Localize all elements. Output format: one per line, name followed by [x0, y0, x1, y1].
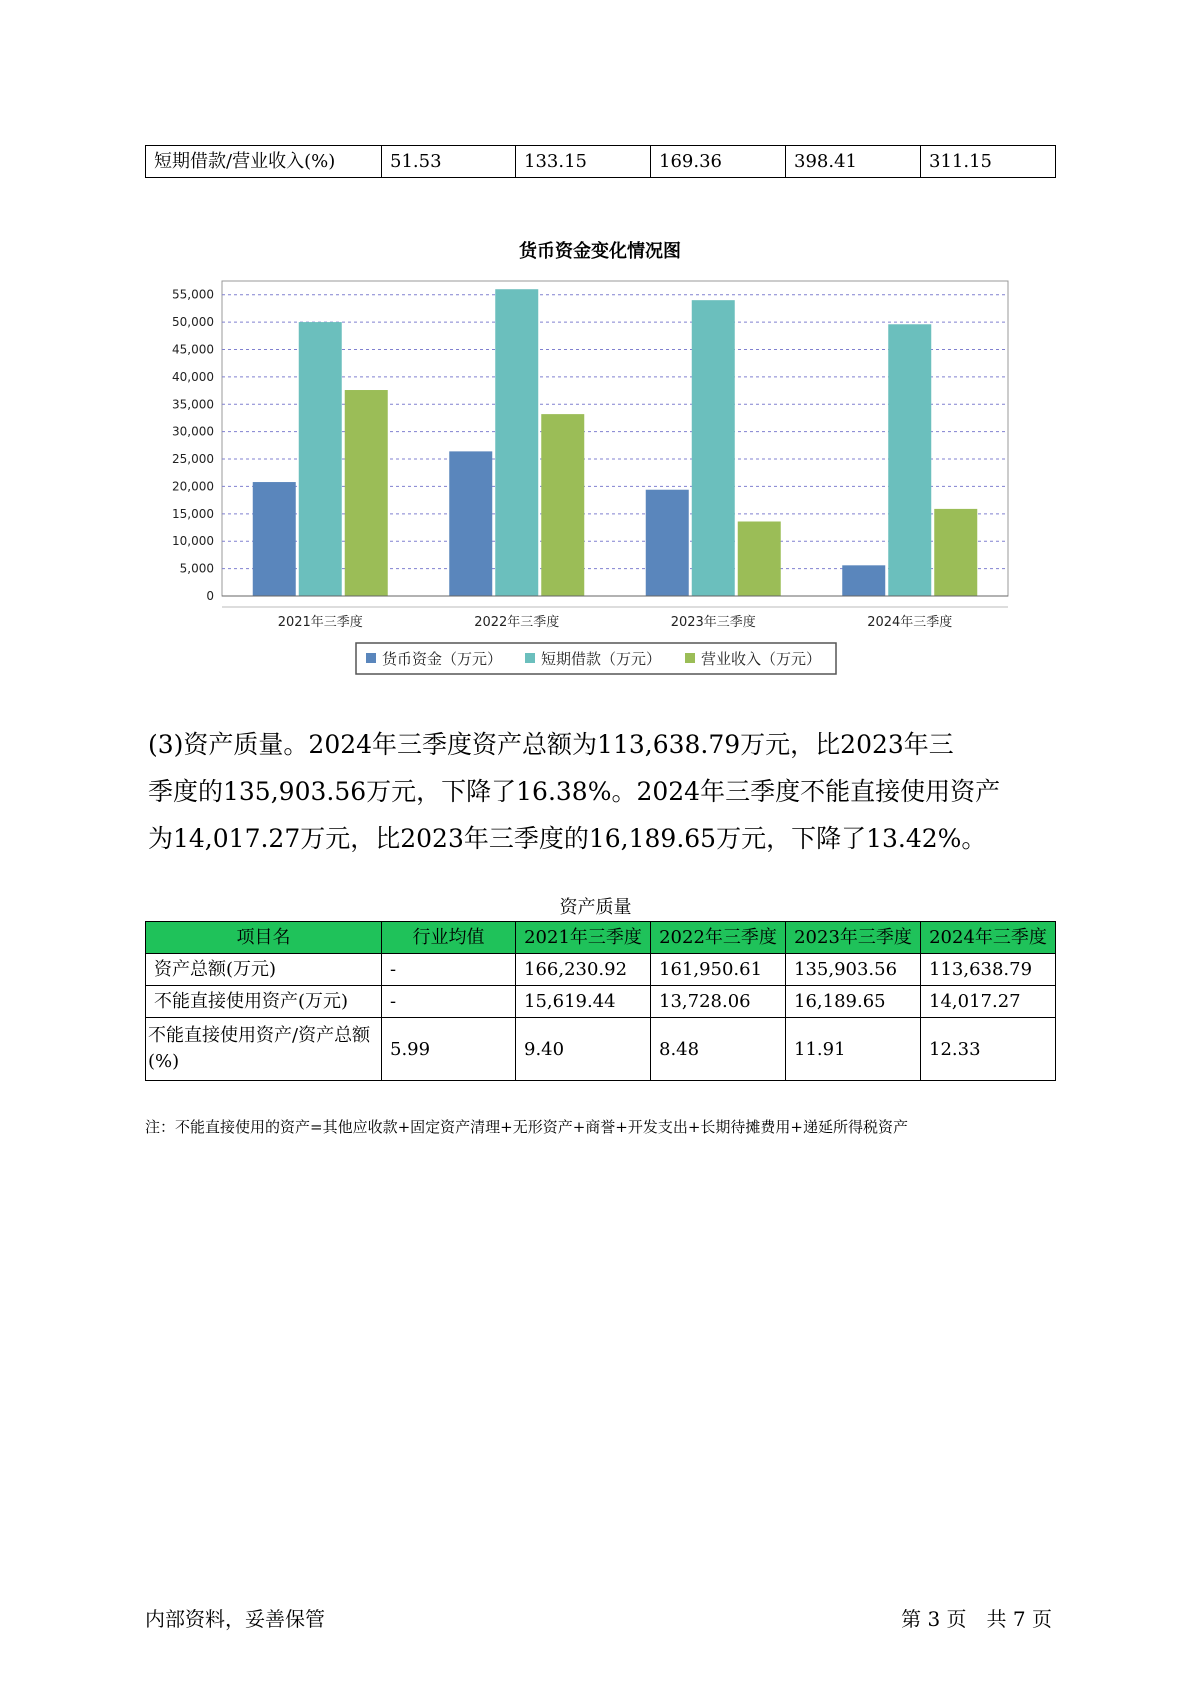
row-label: 不能直接使用资产/资产总额(%)	[146, 1018, 382, 1081]
table-cell: 11.91	[786, 1018, 921, 1081]
x-tick-label: 2022年三季度	[474, 615, 560, 630]
table-cell: 15,619.44	[516, 986, 651, 1018]
table-cell: 161,950.61	[651, 954, 786, 986]
y-tick-label: 45,000	[172, 342, 214, 357]
table-cell: 9.40	[516, 1018, 651, 1081]
asset-quality-paragraph-line-1: (3)资产质量。2024年三季度资产总额为113,638.79万元，比2023年三	[148, 730, 954, 759]
legend-label: 短期借款（万元）	[541, 650, 662, 668]
header-cell: 2024年三季度	[921, 922, 1056, 954]
bar	[692, 300, 735, 596]
bar	[345, 390, 388, 596]
y-tick-label: 50,000	[172, 315, 214, 330]
table-cell: 166,230.92	[516, 954, 651, 986]
table-cell: -	[382, 986, 516, 1018]
asset-quality-paragraph-line-3: 为14,017.27万元，比2023年三季度的16,189.65万元，下降了13.42%。	[148, 824, 987, 853]
table-header-row	[146, 922, 1056, 954]
table-cell: 169.36	[651, 146, 786, 178]
header-cell: 2023年三季度	[786, 922, 921, 954]
bar	[888, 324, 931, 596]
row-label: 资产总额(万元)	[146, 954, 382, 986]
legend-swatch	[366, 653, 376, 663]
table-cell: 16,189.65	[786, 986, 921, 1018]
y-tick-label: 25,000	[172, 452, 214, 467]
legend-swatch	[525, 653, 535, 663]
table-row	[146, 986, 1056, 1018]
cash-change-bar-chart	[0, 0, 1191, 700]
header-cell: 2022年三季度	[651, 922, 786, 954]
x-tick-label: 2021年三季度	[277, 615, 363, 630]
row-label: 短期借款/营业收入(%)	[146, 146, 382, 178]
bar	[738, 521, 781, 596]
table-row	[146, 1018, 1056, 1081]
footer-confidential: 内部资料，妥善保管	[145, 1607, 325, 1631]
y-tick-label: 35,000	[172, 397, 214, 412]
table-cell: 135,903.56	[786, 954, 921, 986]
header-cell: 行业均值	[382, 922, 516, 954]
table-cell: 113,638.79	[921, 954, 1056, 986]
bar	[646, 490, 689, 596]
table-cell: 14,017.27	[921, 986, 1056, 1018]
y-tick-label: 5,000	[179, 561, 214, 576]
table-cell: 13,728.06	[651, 986, 786, 1018]
bar	[495, 289, 538, 596]
y-tick-label: 15,000	[172, 506, 214, 521]
y-tick-label: 55,000	[172, 287, 214, 302]
table-caption: 资产质量	[559, 897, 632, 918]
asset-quality-table	[145, 921, 1056, 1081]
table-cell: -	[382, 954, 516, 986]
y-tick-label: 0	[206, 589, 214, 603]
x-tick-label: 2024年三季度	[867, 615, 953, 630]
legend-swatch	[685, 653, 695, 663]
footer-page-number: 第 3 页 共 7 页	[901, 1607, 1052, 1631]
asset-quality-paragraph-line-2: 季度的135,903.56万元，下降了16.38%。2024年三季度不能直接使用资产	[148, 777, 1001, 806]
bar	[299, 322, 342, 596]
table-cell: 51.53	[382, 146, 516, 178]
bar	[842, 565, 885, 596]
y-tick-label: 20,000	[172, 479, 214, 494]
y-tick-label: 30,000	[172, 424, 214, 439]
bar	[449, 451, 492, 596]
bar	[253, 482, 296, 596]
table-cell: 311.15	[921, 146, 1056, 178]
table-row	[146, 954, 1056, 986]
header-cell: 项目名	[146, 922, 382, 954]
table-cell: 398.41	[786, 146, 921, 178]
bar	[541, 414, 584, 596]
x-tick-label: 2023年三季度	[670, 615, 756, 630]
table-cell: 12.33	[921, 1018, 1056, 1081]
legend-label: 货币资金（万元）	[382, 650, 503, 668]
table-cell: 5.99	[382, 1018, 516, 1081]
table-note: 注：不能直接使用的资产=其他应收款+固定资产清理+无形资产+商誉+开发支出+长期待摊费用+递延所得税资产	[145, 1118, 908, 1136]
header-cell: 2021年三季度	[516, 922, 651, 954]
chart-title: 货币资金变化情况图	[519, 241, 681, 262]
bar	[934, 509, 977, 596]
table-cell: 133.15	[516, 146, 651, 178]
y-tick-label: 10,000	[172, 534, 214, 549]
y-tick-label: 40,000	[172, 369, 214, 384]
row-label: 不能直接使用资产(万元)	[146, 986, 382, 1018]
legend-label: 营业收入（万元）	[701, 650, 822, 668]
table-cell: 8.48	[651, 1018, 786, 1081]
